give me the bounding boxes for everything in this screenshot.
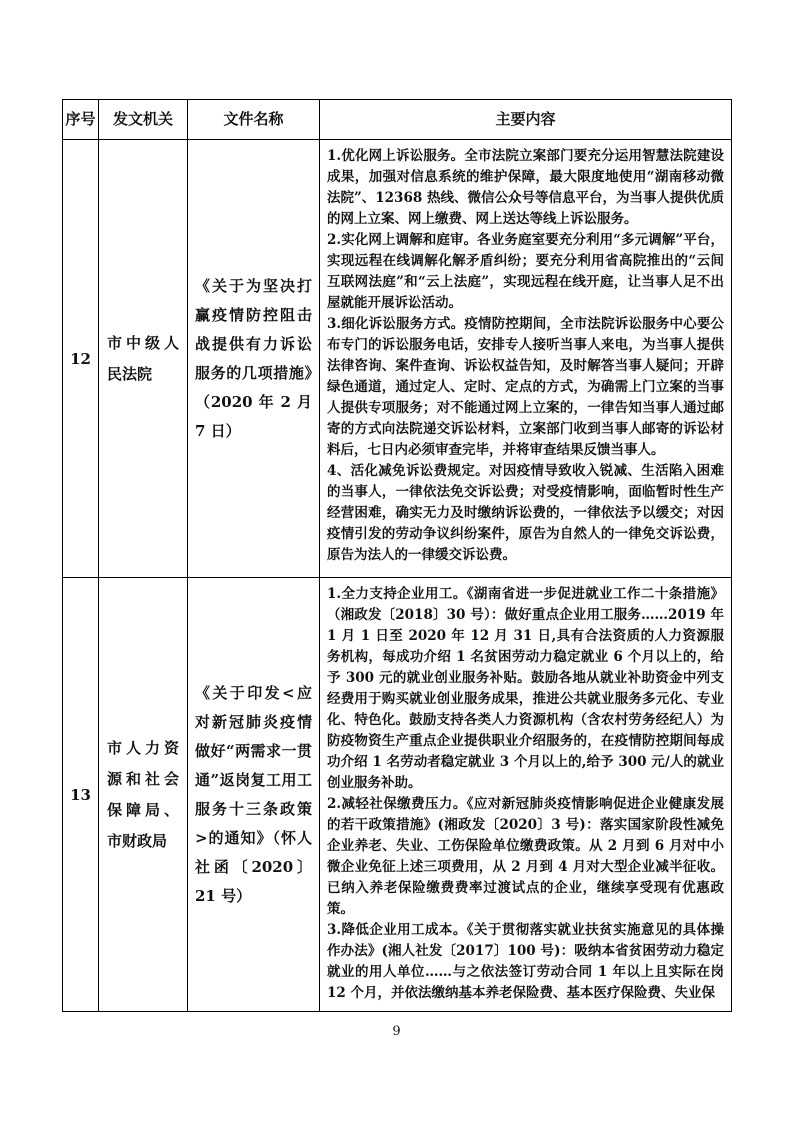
row-12-content (320, 140, 732, 578)
row-13-content (320, 578, 732, 1012)
row-12-paragraph-1: 1.优化网上诉讼服务。全市法院立案部门要充分运用智慧法院建设成果，加强对信息系统的维护保障，最大限度地使用“湖南移动微法院”、12368 热线、微信公众号等信息平台，为当事人提供优质的网上立案、网上缴费、网上送达等线上诉讼服务。 (327, 148, 724, 227)
header-row (63, 100, 732, 140)
row-13-paragraph-2: 2.减轻社保缴费压力。《应对新冠肺炎疫情影响促进企业健康发展的若干政策措施》(湘政发〔2020〕3 号)：落实国家阶段性减免企业养老、失业、工伤保险单位缴费政策。从 2 月到 6 月对中小微企业免征上述三项费用，从 2 月到 4 月对大型企业减半征收。已纳入养老保险缴费费率过渡试点的企业，继续享受现有优惠政策。 (327, 796, 724, 917)
table-header (63, 100, 732, 140)
row-13-number: 13 (63, 578, 99, 1012)
policy-table (62, 99, 732, 1012)
row-12-number: 12 (63, 140, 99, 578)
header-no: 序号 (63, 100, 99, 140)
row-13-paragraph-1: 1.全力支持企业用工。《湖南省进一步促进就业工作二十条措施》（湘政发〔2018〕30 号）：做好重点企业用工服务……2019 年 1 月 1 日至 2020 年 12 月 31 日,具有合法资质的人力资源服务机构，每成功介绍 1 名贫困劳动力稳定就业 6 个月以上的，给予 300 元的就业创业服务补贴。鼓励各地从就业补助资金中列支经费用于购买就业创业服务成果，推进公共就业服务多元化、专业化、特色化。鼓励支持各类人力资源机构（含农村劳务经纪人）为防疫物资生产重点企业提供职业介绍服务的，在疫情防控期间每成功介绍 1 名劳动者稳定就业 3 个月以上的,给予 300 元/人的就业创业服务补助。 (327, 586, 724, 791)
page-number: 9 (392, 1024, 401, 1039)
header-doc-title: 文件名称 (188, 100, 320, 140)
row-13-doc-title: 《关于印发<应对新冠肺炎疫情做好“两需求一贯通”返岗复工用工服务十三条政策>的通知》（怀人社函〔2020〕21 号） (188, 578, 320, 1012)
row-12-paragraph-2: 2.实化网上调解和庭审。各业务庭室要充分利用“多元调解”平台，实现远程在线调解化解矛盾纠纷；要充分利用省高院推出的“云间互联网法庭”和“云上法庭”，实现远程在线开庭，让当事人足不出屋就能开展诉讼活动。 (327, 232, 724, 311)
header-content: 主要内容 (320, 100, 732, 140)
row-12-paragraph-3: 3.细化诉讼服务方式。疫情防控期间，全市法院诉讼服务中心要公布专门的诉讼服务电话，安排专人接听当事人来电，为当事人提供法律咨询、案件查询、诉讼权益告知，及时解答当事人疑问；开辟绿色通道，通过定人、定时、定点的方式，为确需上门立案的当事人提供专项服务；对不能通过网上立案的，一律告知当事人通过邮寄的方式向法院递交诉讼材料，立案部门收到当事人邮寄的诉讼材料后，七日内必须审查完毕，并将审查结果反馈当事人。 (327, 316, 724, 458)
row-13-paragraph-3: 3.降低企业用工成本。《关于贯彻落实就业扶贫实施意见的具体操作办法》(湘人社发〔2017〕100 号)：吸纳本省贫困劳动力稳定就业的用人单位……与之依法签订劳动合同 1 年以上且实际在岗 12 个月，并依法缴纳基本养老保险费、基本医疗保险费、失业保 (327, 922, 724, 1001)
table-row (63, 140, 732, 578)
row-12-paragraph-4: 4、活化减免诉讼费规定。对因疫情导致收入锐减、生活陷入困难的当事人，一律依法免交诉讼费；对受疫情影响，面临暂时性生产经营困难，确实无力及时缴纳诉讼费的，一律依法予以缓交；对因疫情引发的劳动争议纠纷案件，原告为自然人的一律免交诉讼费，原告为法人的一律缓交诉讼费。 (327, 463, 724, 563)
row-12-agency: 市中级人民法院 (99, 140, 188, 578)
row-13-agency: 市人力资源和社会保障局、市财政局 (99, 578, 188, 1012)
header-agency: 发文机关 (99, 100, 188, 140)
row-12-doc-title: 《关于为坚决打赢疫情防控阻击战提供有力诉讼服务的几项措施》（2020 年 2 月 7 日） (188, 140, 320, 578)
table-row (63, 578, 732, 1012)
